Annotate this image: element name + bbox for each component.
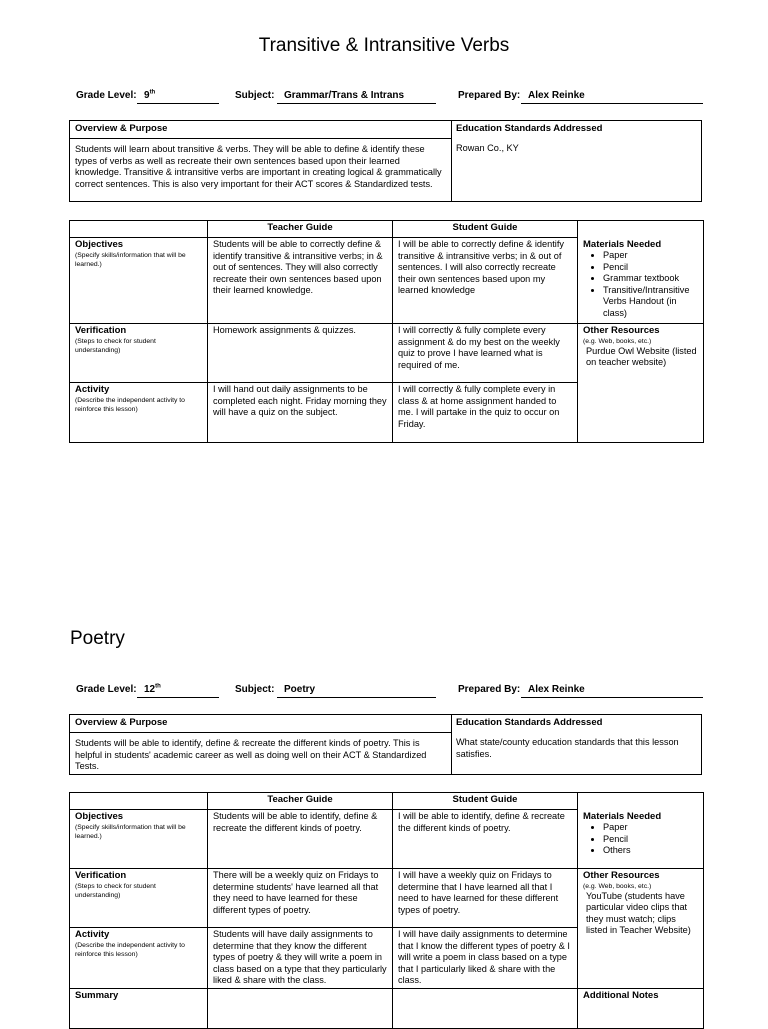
verification-teacher-cell: Homework assignments & quizzes.	[208, 324, 393, 383]
list-item: • Pencil	[603, 834, 699, 846]
list-item: • Pencil	[603, 262, 699, 274]
resources-sublabel: (e.g. Web, books, etc.)	[583, 337, 652, 345]
objectives-sublabel: (Specify skills/information that will be learned.)	[75, 823, 186, 840]
activity-student-cell: I will correctly & fully complete every in class & at home assignment handed to me. I will partake in the quiz to occur on Friday.	[393, 383, 578, 443]
objectives-row-label	[70, 810, 208, 869]
plan2-header-row	[76, 684, 706, 698]
subject-value: Grammar/Trans & Intrans	[277, 90, 436, 104]
overview-heading: Overview & Purpose	[70, 121, 451, 139]
resources-text: Purdue Owl Website (listed on teacher website)	[586, 345, 697, 367]
resources-cell	[578, 869, 704, 989]
objectives-student-cell: I will be able to identify, define & recreate the different kinds of poetry.	[393, 810, 578, 869]
overview-text: Students will be able to identify, define & recreate the different kinds of poetry. This is helpful in students' academic career as well as doing well on their ACT & Standardized Tests.	[75, 738, 427, 771]
grade-level-value	[137, 90, 219, 104]
resources-sublabel: (e.g. Web, books, etc.)	[583, 882, 652, 890]
grade-suffix: th	[155, 683, 161, 690]
objectives-row-label	[70, 238, 208, 324]
verification-sublabel: (Steps to check for student understanding)	[75, 882, 156, 899]
prepared-by-label: Prepared By:	[458, 684, 521, 695]
activity-teacher-cell: I will hand out daily assignments to be completed each night. Friday morning they will have a quiz on the subject.	[208, 383, 393, 443]
materials-heading: Materials Needed	[583, 810, 662, 822]
verification-row-label	[70, 869, 208, 928]
standards-section	[451, 121, 701, 201]
materials-header-cell	[578, 793, 704, 810]
activity-teacher-cell: Students will have daily assignments to determine that they know the different types of poetry & they will write a poem in class based on a type that they particularly liked & share with the class.	[208, 928, 393, 989]
activity-row-label	[70, 928, 208, 989]
materials-header-cell	[578, 221, 704, 238]
plan2-guide-table	[69, 792, 704, 1029]
prepared-by-label: Prepared By:	[458, 90, 521, 101]
teacher-guide-header: Teacher Guide	[208, 221, 393, 238]
materials-cell	[578, 810, 704, 869]
standards-text: Rowan Co., KY	[456, 143, 519, 153]
objectives-teacher-cell: Students will be able to identify, define & recreate the different kinds of poetry.	[208, 810, 393, 869]
verification-teacher-cell: There will be a weekly quiz on Fridays to determine students' have learned all that they need to have learned for these different types of poetry.	[208, 869, 393, 928]
verification-label: Verification	[75, 325, 127, 336]
student-guide-header: Student Guide	[393, 793, 578, 810]
overview-section	[70, 715, 452, 774]
overview-text: Students will learn about transitive & verbs. They will be able to define & identify these types of verbs as well as recreate their own sentences based upon their learned knowledge. Transitive & intransitive verbs are important in creating logical & grammatically correct sentences. This is also very important for their ACT scores & Standardized tests.	[75, 144, 442, 189]
grade-number: 9	[144, 90, 150, 101]
teacher-guide-header: Teacher Guide	[208, 793, 393, 810]
grade-number: 12	[144, 684, 156, 695]
grade-suffix: th	[149, 89, 156, 96]
verification-student-cell: I will correctly & fully complete every assignment & do my best on the weekly quiz to prove I have learned what is required of me.	[393, 324, 578, 383]
objectives-sublabel: (Specify skills/information that will be learned.)	[75, 251, 186, 268]
materials-list	[583, 822, 699, 857]
materials-heading: Materials Needed	[583, 238, 662, 250]
resources-heading: Other Resources	[583, 325, 660, 336]
standards-heading: Education Standards Addressed	[456, 717, 603, 728]
resources-heading: Other Resources	[583, 870, 660, 881]
standards-text: What state/county education standards that this lesson satisfies.	[456, 737, 679, 759]
resources-cell	[578, 324, 704, 443]
plan2-overview-box	[69, 714, 702, 775]
activity-sublabel: (Describe the independent activity to reinforce this lesson)	[75, 396, 185, 413]
activity-sublabel: (Describe the independent activity to reinforce this lesson)	[75, 941, 185, 958]
summary-label: Summary	[75, 990, 119, 1001]
prepared-by-value: Alex Reinke	[521, 90, 703, 104]
summary-row-label	[70, 989, 208, 1029]
objectives-student-cell: I will be able to correctly define & identify transitive & intransitive verbs; in & out of sentences. I will also correctly recreate their own sentences based upon my learned knowledge	[393, 238, 578, 324]
grade-level-value	[137, 684, 219, 698]
plan2-title: Poetry	[70, 628, 125, 649]
activity-student-cell: I will have daily assignments to determine that I know the different types of poetry & I will write a poem in class based on a type that I particularly liked & share with the class.	[393, 928, 578, 989]
plan1-title: Transitive & Intransitive Verbs	[258, 35, 510, 56]
verification-student-cell: I will have a weekly quiz on Fridays to determine that I have learned all that I need to have learned for these different types of poetry.	[393, 869, 578, 928]
plan1-guide-table	[69, 220, 704, 443]
list-item: • Paper	[603, 250, 699, 262]
student-guide-header: Student Guide	[393, 221, 578, 238]
list-item: • Paper	[603, 822, 699, 834]
corner-cell	[70, 221, 208, 238]
verification-sublabel: (Steps to check for student understanding)	[75, 337, 156, 354]
subject-label: Subject:	[235, 684, 275, 695]
plan1-header-row	[76, 90, 706, 104]
verification-label: Verification	[75, 870, 127, 881]
overview-section	[70, 121, 452, 201]
standards-heading: Education Standards Addressed	[456, 123, 603, 134]
summary-student-cell	[393, 989, 578, 1029]
materials-list	[583, 250, 699, 319]
materials-cell	[578, 238, 704, 324]
corner-cell	[70, 793, 208, 810]
grade-level-label: Grade Level:	[76, 684, 137, 695]
grade-level-label: Grade Level:	[76, 90, 137, 101]
objectives-label: Objectives	[75, 811, 124, 822]
list-item: • Others	[603, 845, 699, 857]
activity-label: Activity	[75, 929, 110, 940]
verification-row-label	[70, 324, 208, 383]
notes-cell	[578, 989, 704, 1029]
plan1-overview-box	[69, 120, 702, 202]
list-item: • Transitive/Intransitive Verbs Handout (in class)	[603, 285, 699, 320]
resources-text: YouTube (students have particular video clips that they must watch; clips listed in Teacher Website)	[586, 890, 691, 935]
prepared-by-value: Alex Reinke	[521, 684, 703, 698]
standards-section	[451, 715, 701, 774]
additional-notes-heading: Additional Notes	[583, 990, 659, 1001]
objectives-teacher-cell: Students will be able to correctly define & identify transitive & intransitive verbs; in & out of sentences. They will also correctly recreate their own sentences based upon their learned knowledge.	[208, 238, 393, 324]
activity-label: Activity	[75, 384, 110, 395]
summary-teacher-cell	[208, 989, 393, 1029]
subject-label: Subject:	[235, 90, 275, 101]
overview-heading: Overview & Purpose	[70, 715, 451, 733]
objectives-label: Objectives	[75, 239, 124, 250]
list-item: • Grammar textbook	[603, 273, 699, 285]
activity-row-label	[70, 383, 208, 443]
subject-value: Poetry	[277, 684, 436, 698]
